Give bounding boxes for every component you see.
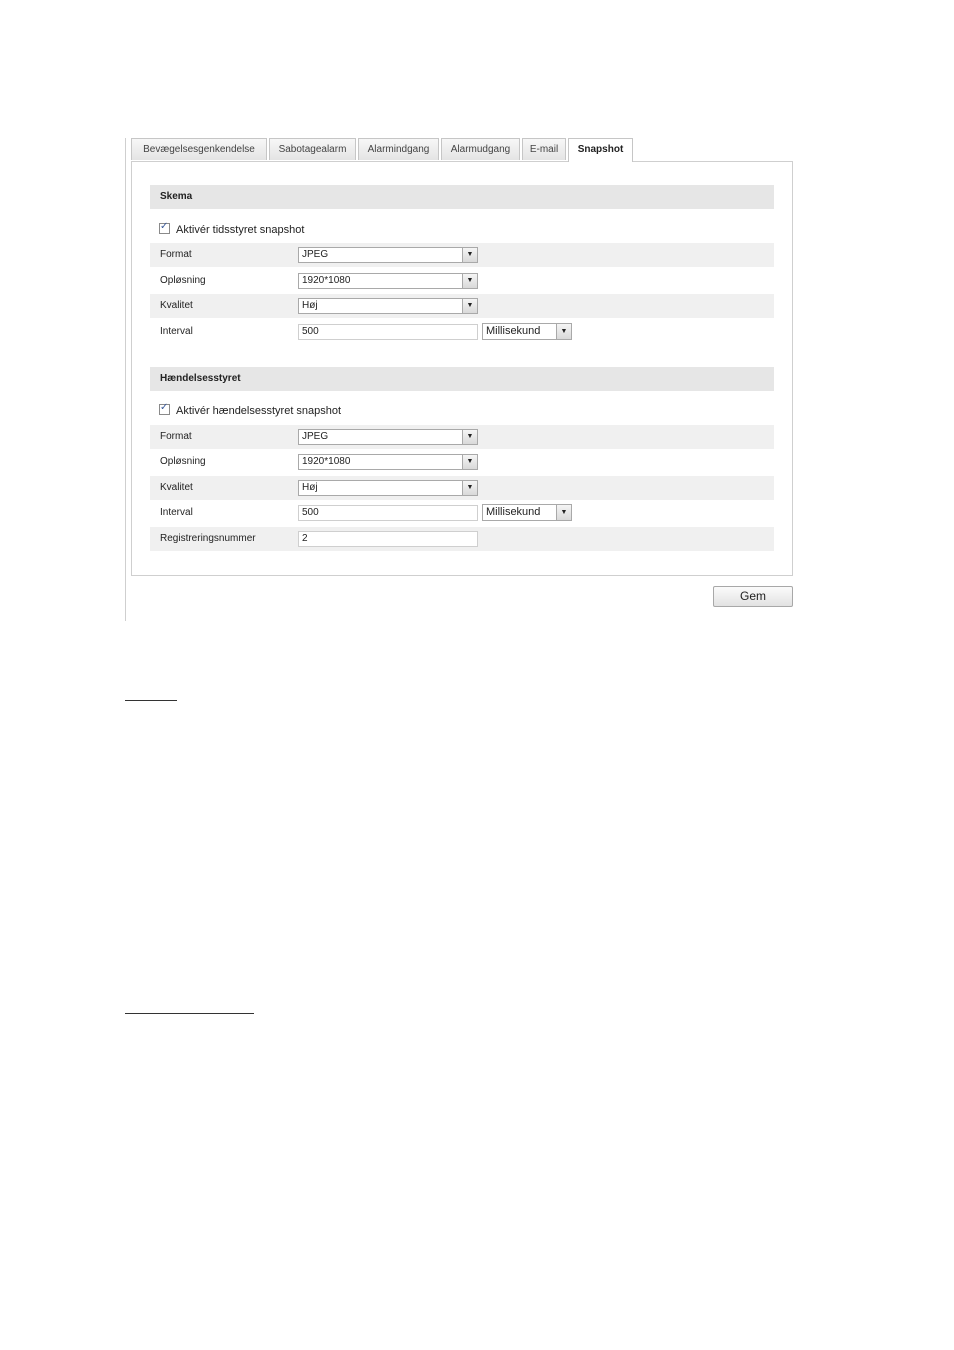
event-interval-unit-value: Millisekund xyxy=(486,506,541,518)
schedule-format-value: JPEG xyxy=(302,249,329,260)
event-resolution-label: Opløsning xyxy=(160,456,206,467)
underline-rule xyxy=(125,700,177,701)
tab-email[interactable]: E-mail xyxy=(522,138,566,160)
schedule-quality-select[interactable] xyxy=(298,298,478,314)
snapshot-settings-panel xyxy=(131,161,793,576)
tab-alarm-output[interactable]: Alarmudgang xyxy=(441,138,520,160)
schedule-interval-row xyxy=(150,320,774,344)
save-button[interactable]: Gem xyxy=(713,586,793,607)
schedule-resolution-value: 1920*1080 xyxy=(302,275,351,286)
schedule-interval-label: Interval xyxy=(160,326,193,337)
event-format-label: Format xyxy=(160,431,192,442)
schedule-resolution-row xyxy=(150,269,774,293)
chevron-down-icon[interactable]: ▼ xyxy=(462,274,477,288)
event-format-select[interactable] xyxy=(298,429,478,445)
event-quality-label: Kvalitet xyxy=(160,482,193,493)
tab-tamper-alarm[interactable]: Sabotagealarm xyxy=(269,138,356,160)
event-quality-value: Høj xyxy=(302,482,318,493)
event-capture-number-value: 2 xyxy=(302,533,308,544)
event-resolution-row xyxy=(150,450,774,474)
schedule-interval-value: 500 xyxy=(302,326,319,337)
event-capture-number-row xyxy=(150,527,774,551)
tab-snapshot[interactable]: Snapshot xyxy=(568,138,633,162)
schedule-interval-unit-select[interactable] xyxy=(482,323,572,340)
event-format-row xyxy=(150,425,774,449)
tab-motion-detection[interactable]: Bevægelsesgenkendelse xyxy=(131,138,267,160)
chevron-down-icon[interactable]: ▼ xyxy=(462,299,477,313)
schedule-interval-input[interactable] xyxy=(298,324,478,340)
schedule-enable-checkbox[interactable] xyxy=(159,223,170,234)
event-resolution-value: 1920*1080 xyxy=(302,456,351,467)
section-header-schedule: Skema xyxy=(150,185,774,209)
event-enable-label: Aktivér hændelsesstyret snapshot xyxy=(176,405,342,417)
event-quality-select[interactable] xyxy=(298,480,478,496)
section-header-event: Hændelsesstyret xyxy=(150,367,774,391)
event-interval-unit-select[interactable] xyxy=(482,504,572,521)
event-interval-input[interactable] xyxy=(298,505,478,521)
event-resolution-select[interactable] xyxy=(298,454,478,470)
schedule-enable-row xyxy=(159,222,304,238)
schedule-format-row xyxy=(150,243,774,267)
schedule-resolution-label: Opløsning xyxy=(160,275,206,286)
schedule-quality-label: Kvalitet xyxy=(160,300,193,311)
event-enable-row xyxy=(159,403,341,419)
event-enable-checkbox[interactable] xyxy=(159,404,170,415)
schedule-enable-label: Aktivér tidsstyret snapshot xyxy=(176,224,305,236)
chevron-down-icon[interactable]: ▼ xyxy=(462,248,477,262)
event-capture-number-label: Registreringsnummer xyxy=(160,533,256,544)
schedule-resolution-select[interactable] xyxy=(298,273,478,289)
chevron-down-icon[interactable]: ▼ xyxy=(462,481,477,495)
chevron-down-icon[interactable]: ▼ xyxy=(462,455,477,469)
check-icon: ✓ xyxy=(160,221,169,232)
check-icon: ✓ xyxy=(160,402,169,413)
event-interval-value: 500 xyxy=(302,507,319,518)
chevron-down-icon[interactable]: ▼ xyxy=(556,505,571,520)
chevron-down-icon[interactable]: ▼ xyxy=(556,324,571,339)
schedule-format-label: Format xyxy=(160,249,192,260)
event-interval-label: Interval xyxy=(160,507,193,518)
schedule-quality-row xyxy=(150,294,774,318)
schedule-quality-value: Høj xyxy=(302,300,318,311)
underline-rule xyxy=(125,1013,254,1014)
tab-alarm-input[interactable]: Alarmindgang xyxy=(358,138,439,160)
event-quality-row xyxy=(150,476,774,500)
schedule-format-select[interactable] xyxy=(298,247,478,263)
chevron-down-icon[interactable]: ▼ xyxy=(462,430,477,444)
event-format-value: JPEG xyxy=(302,431,329,442)
event-interval-row xyxy=(150,501,774,525)
page-left-border xyxy=(125,138,126,621)
schedule-interval-unit-value: Millisekund xyxy=(486,325,541,337)
event-capture-number-input[interactable] xyxy=(298,531,478,547)
